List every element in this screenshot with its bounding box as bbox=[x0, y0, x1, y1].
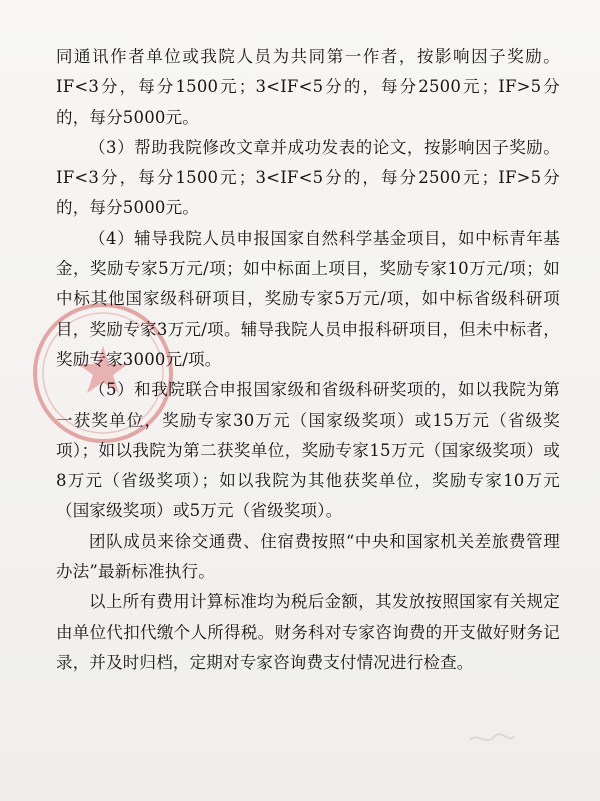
paragraph-travel-expenses: 团队成员来徐交通费、住宿费按照“中央和国家机关差旅费管理办法”最新标准执行。 bbox=[56, 531, 560, 582]
paragraph-item-4: （4）辅导我院人员申报国家自然科学基金项目，如中标青年基金，奖励专家5万元/项；如中标面上项目，奖励专家10万元/项；如中标其他国家级科研项目，奖励专家5万元/项，如中标省级科研项目，奖励专家3万元/项。辅导我院人员申报科研项目，但未中标者，奖励专家3000元/项。 bbox=[56, 228, 560, 369]
paragraph-item-3: （3）帮助我院修改文章并成功发表的论文，按影响因子奖励。IF<3分，每分1500元；3<IF<5分的，每分2500元；IF>5分的，每分5000元。 bbox=[56, 137, 560, 218]
paragraph-continuation: 同通讯作者单位或我院人员为共同第一作者，按影响因子奖励。IF<3分，每分1500元；3<IF<5分的，每分2500元；IF>5分的，每分5000元。 bbox=[56, 47, 560, 127]
ink-smudge-icon bbox=[468, 728, 516, 750]
paragraph-tax-and-finance: 以上所有费用计算标准均为税后金额，其发放按照国家有关规定由单位代扣代缴个人所得税。财务科对专家咨询费的开支做好财务记录，并及时归档，定期对专家咨询费支付情况进行检查。 bbox=[56, 592, 560, 672]
document-body bbox=[56, 42, 560, 678]
paragraph-item-5: （5）和我院联合申报国家级和省级科研奖项的，如以我院为第一获奖单位，奖励专家30万元（国家级奖项）或15万元（省级奖项）；如以我院为第二获奖单位，奖励专家15万元（国家级奖项）或8万元（省级奖项）；如以我院为其他获奖单位，奖励专家10万元（国家级奖项）或5万元（省级奖项）。 bbox=[56, 380, 560, 521]
